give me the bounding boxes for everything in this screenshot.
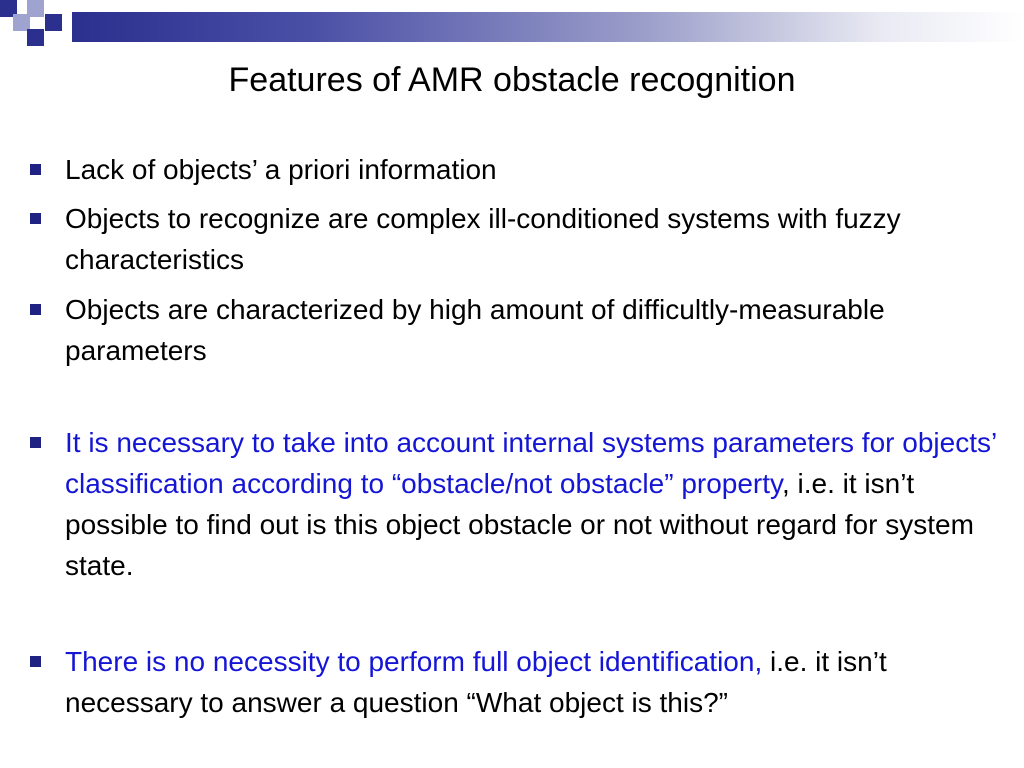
bullet-square-icon [30,164,41,175]
bullet-square-icon [30,304,41,315]
bullet-rest-text: i.e. it isn’t necessary to answer a question “What object is this?” [65,646,887,718]
decorative-square [27,29,44,46]
header-gradient-bar [72,12,1024,42]
bullet-text: Objects to recognize are complex ill-conditioned systems with fuzzy characteristics [65,203,901,275]
bullet-text: Lack of objects’ a priori information [65,154,497,185]
bullet-square-icon [30,213,41,224]
slide-title: Features of AMR obstacle recognition [228,61,796,99]
bullet-highlight-text: There is no necessity to perform full object identification, [65,646,763,677]
bullet-square-icon [30,437,41,448]
bullet-text: Objects are characterized by high amount of difficultly-measurable parameters [65,294,885,366]
bullet-text [65,422,1010,586]
bullet-rest-text: , i.e. it isn’t possible to find out is this object obstacle or not without regard for system state. [65,468,974,581]
bullet-square-icon [30,656,41,667]
bullet-highlight-text: It is necessary to take into account internal systems parameters for objects’ classification according to “obstacle/not obstacle” property [65,427,997,499]
bullet-text [65,641,1010,723]
decorative-square [45,14,62,31]
